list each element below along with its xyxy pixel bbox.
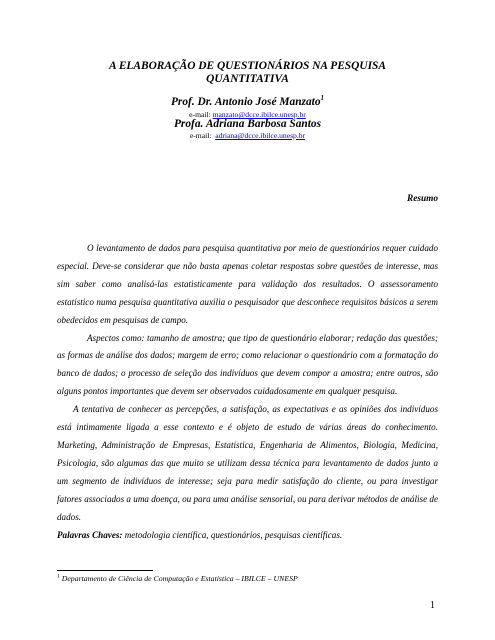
author-2	[80, 118, 415, 131]
author-1-name: Prof. Dr. Antonio José Manzato	[170, 96, 321, 108]
abstract-paragraph-2: Aspectos como: tamanho de amostra; que tipo de questionário elaborar; redação das questões; as formas de análise dos dados; margem de erro; como relacionar o questionário com a formatação do banco de dados; o processo de seleção dos indivíduos que devem compor a amostra; entre outros, são alguns pontos importantes que devem ser observados cuidadosamente em qualquer pesquisa.	[57, 332, 438, 397]
keywords-label: Palavras Chaves:	[57, 529, 123, 540]
author-2-email-line	[80, 131, 415, 140]
keywords-text: metodologia científica, questionários, pesquisas científicas.	[122, 529, 343, 540]
author-1-email-link[interactable]: manzato@dcce.ibilce.unesp.br	[212, 110, 306, 119]
abstract-paragraph-1: O levantamento de dados para pesquisa quantitativa por meio de questionários requer cuidado especial. Deve-se considerar que não basta apenas coletar respostas sobre questões de interesse, mas sim saber como analisá-las estatisticamente para validação dos resultados. O assessoramento estatístico numa pesquisa quantitativa auxilia o pesquisador que desconhece requisitos básicos a serem obedecidos em pesquisas de campo.	[57, 243, 438, 325]
section-heading-resumo: Resumo	[407, 194, 438, 204]
author-2-name: Profa. Adriana Barbosa Santos	[173, 118, 322, 130]
abstract-body	[57, 240, 438, 544]
keywords-line	[57, 527, 438, 545]
title-line-1: A ELABORAÇÃO DE QUESTIONÁRIOS NA PESQUISA	[109, 60, 386, 72]
paper-title	[80, 60, 415, 86]
footnote-mark: 1	[57, 573, 60, 580]
title-line-2: QUANTITATIVA	[206, 73, 289, 85]
author-2-email-link[interactable]: adriana@dcce.ibilce.unesp.br	[215, 131, 306, 140]
footnote-text: Departamento de Ciência de Computação e Estatística – IBILCE – UNESP	[59, 574, 298, 583]
author-1	[80, 96, 415, 109]
author-1-footnote-mark: 1	[320, 94, 325, 103]
page-number: 1	[430, 600, 435, 611]
footnote-separator	[57, 570, 153, 571]
author-1-email-label: e-mail:	[189, 110, 211, 119]
author-2-email-label: e-mail:	[189, 131, 212, 140]
abstract-paragraph-3: A tentativa de conhecer as percepções, a satisfação, as expectativas e as opiniões dos indivíduos está intimamente ligada a esse contexto e é objeto de estudo de várias áreas do conhecimento. Marketing, Administração de Empresas, Estatística, Engenharia de Alimentos, Biologia, Medicina, Psicologia, são algumas das que muito se utilizam dessa técnica para levantamento de dados junto a um segmento de indivíduos de interesse; seja para medir satisfação do cliente, ou para investigar fatores associados a uma doença, ou para uma análise sensorial, ou para derivar métodos de análise de dados.	[57, 404, 438, 522]
footnote	[57, 574, 298, 583]
